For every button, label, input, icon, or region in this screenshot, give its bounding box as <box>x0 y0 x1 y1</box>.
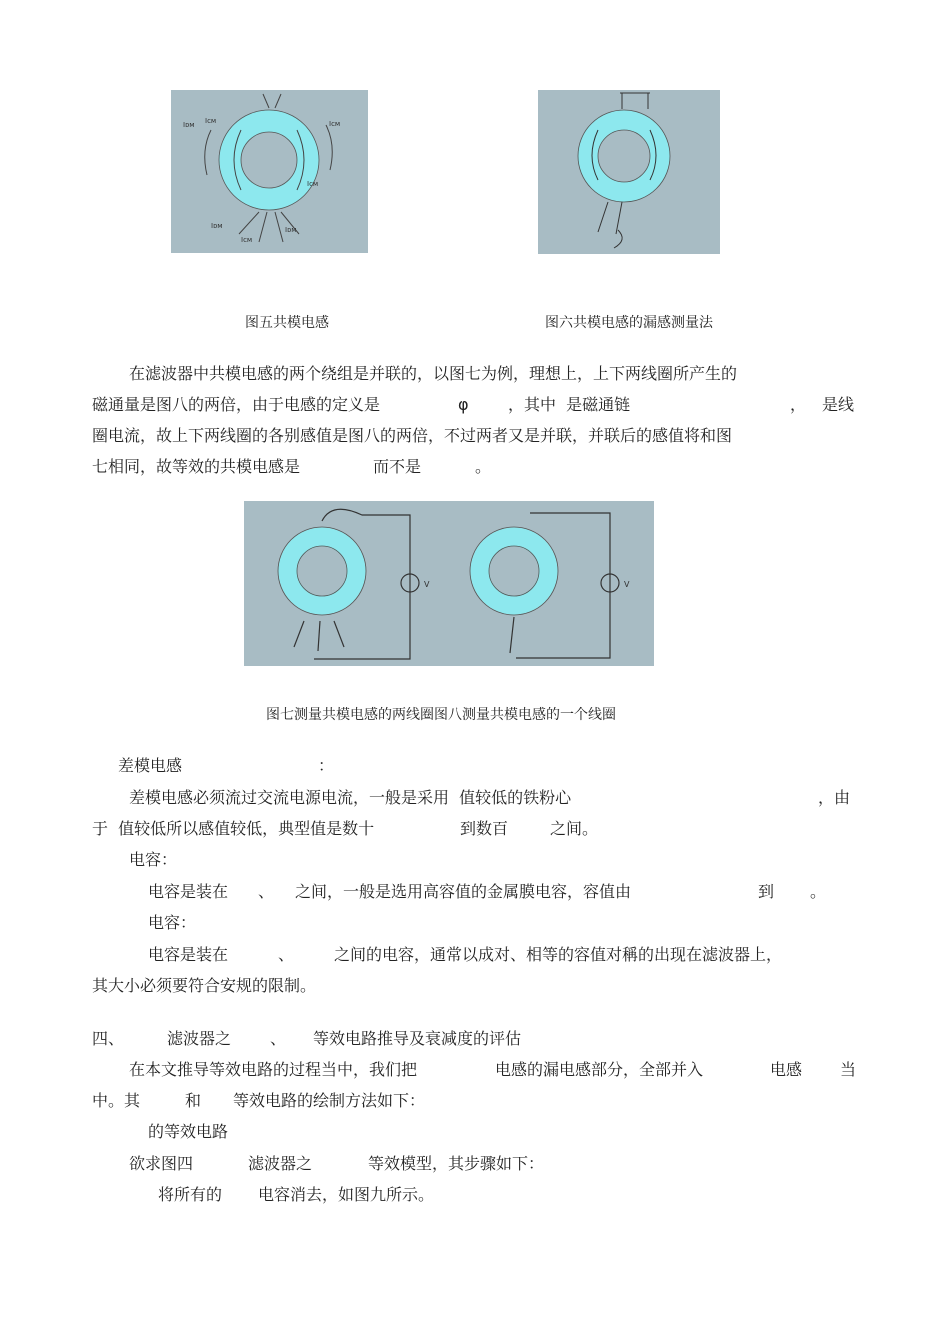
figure-6-leakage-measurement <box>538 90 720 254</box>
paragraph-text: 在滤波器中共模电感的两个绕组是并联的，以图七为例，理想上，上下两线圈所产生的 <box>129 364 738 383</box>
paragraph-text: 当 <box>840 1060 857 1079</box>
paragraph-text: 磁通量是图八的两倍，由于电感的定义是 <box>92 395 381 414</box>
voltage-label: V <box>624 580 630 589</box>
label-icm: Iᴄᴍ <box>205 117 217 125</box>
paragraph-text: 、 <box>258 882 275 901</box>
paragraph-text: 到 <box>758 882 775 901</box>
paragraph-text: 滤波器之 <box>248 1154 313 1173</box>
paragraph-text: 圈电流，故上下两线圈的各别感值是图八的两倍，不过两者又是并联，并联后的感值将和图 <box>92 426 733 445</box>
section-title: 等效电路推导及衰减度的评估 <box>313 1029 522 1048</box>
paragraph-text: 之间。 <box>550 819 599 838</box>
label-idm: Iᴅᴍ <box>211 222 223 230</box>
paragraph-text: 。 <box>810 882 827 901</box>
figure-5-caption: 图五共模电感 <box>245 315 329 331</box>
section-number: 四、 <box>92 1029 125 1048</box>
voltage-label: V <box>424 580 430 589</box>
paragraph-text: 电感 <box>770 1060 803 1079</box>
paragraph-text: 电容消去，如图九所示。 <box>258 1185 435 1204</box>
label-icm: Iᴄᴍ <box>329 120 341 128</box>
paragraph-text: 。 <box>475 457 492 476</box>
subsection-title: 的等效电路 <box>148 1122 229 1141</box>
paragraph-text: 到数百 <box>460 819 509 838</box>
figure-7-8-caption: 图七测量共模电感的两线圈图八测量共模电感的一个线圈 <box>266 707 616 723</box>
paragraph-text: 、 <box>278 945 295 964</box>
paragraph-text: 于 值较低所以感值较低，典型值是数十 <box>92 819 375 838</box>
paragraph-text: 等效模型，其步骤如下： <box>368 1154 545 1173</box>
dm-heading: 差模电感 <box>118 756 183 775</box>
paragraph-text: 欲求图四 <box>129 1154 194 1173</box>
paragraph-text: 中。其 <box>92 1091 141 1110</box>
cy-heading: 电容： <box>148 913 197 932</box>
paragraph-text: 和 <box>185 1091 202 1110</box>
paragraph-text: 而不是 <box>373 457 422 476</box>
figure-5-common-mode-inductor <box>171 90 368 253</box>
phi-symbol: φ <box>458 395 469 414</box>
paragraph-text: ， <box>790 395 807 414</box>
section-title: 滤波器之 <box>167 1029 232 1048</box>
paragraph-text: 是线 <box>822 395 855 414</box>
paragraph-text: 差模电感必须流过交流电源电流，一般是采用 值较低的铁粉心 <box>129 788 572 807</box>
section-title: 、 <box>270 1029 287 1048</box>
paragraph-text: 七相同，故等效的共模电感是 <box>92 457 301 476</box>
label-icm: Iᴄᴍ <box>241 236 253 244</box>
paragraph-text: 等效电路的绘制方法如下： <box>233 1091 426 1110</box>
paragraph-text: 在本文推导等效电路的过程当中，我们把 <box>129 1060 418 1079</box>
paragraph-text: 电容是装在 <box>148 945 229 964</box>
paragraph-text: ，其中 是磁通链 <box>508 395 631 414</box>
label-dm: Iᴅᴍ <box>285 226 297 234</box>
paragraph-text: 之间，一般是选用高容值的金属膜电容，容值由 <box>295 882 632 901</box>
paragraph-text: 之间的电容，通常以成对、相等的容值对稱的出现在滤波器上， <box>334 945 783 964</box>
figure-6-caption: 图六共模电感的漏感测量法 <box>545 315 713 331</box>
dm-heading-colon: ： <box>318 756 335 775</box>
figure-7-8-measurement <box>244 501 654 666</box>
paragraph-text: 电感的漏电感部分，全部并入 <box>495 1060 704 1079</box>
paragraph-text: 其大小必须要符合安规的限制。 <box>92 976 317 995</box>
paragraph-text: 电容是装在 <box>148 882 229 901</box>
label-icm: Iᴄᴍ <box>307 180 319 188</box>
paragraph-text: ，由 <box>818 788 851 807</box>
cx-heading: 电容： <box>129 850 178 869</box>
label-idm: Iᴅᴍ <box>183 121 195 129</box>
paragraph-text: 将所有的 <box>158 1185 223 1204</box>
